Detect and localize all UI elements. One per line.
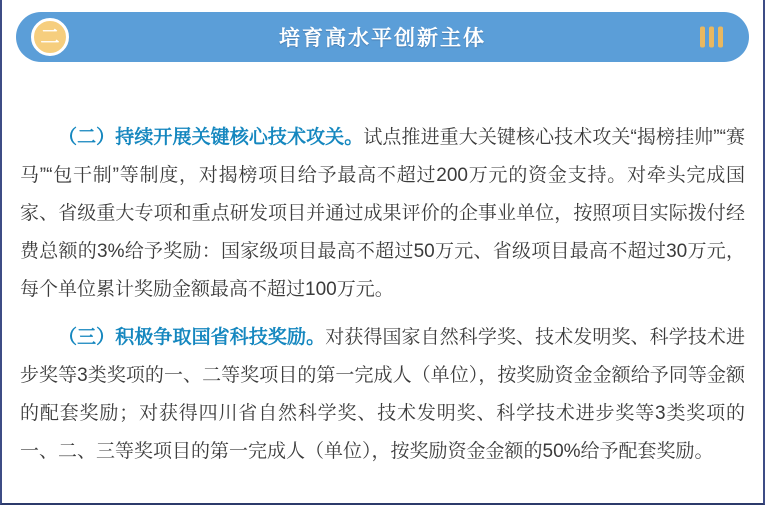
article-body <box>2 62 763 471</box>
section-number-badge <box>31 18 69 56</box>
paragraph <box>20 319 745 471</box>
paragraph-lead: （二）持续开展关键核心技术攻关。 <box>58 127 364 148</box>
section-title: 培育高水平创新主体 <box>279 27 486 50</box>
paragraph-text: 试点推进重大关键核心技术攻关“揭榜挂帅”“赛马”“包干制”等制度，对揭榜项目给予最高不超过200万元的资金支持。对牵头完成国家、省级重大专项和重点研发项目并通过成果评价的企事业单位，按照项目实际拨付经费总额的3%给予奖励：国家级项目最高不超过50万元、省级项目最高不超过30万元，每个单位累计奖励金额最高不超过100万元。 <box>20 127 745 300</box>
paragraph-text: 对获得国家自然科学奖、技术发明奖、科学技术进步奖等3类奖项的一、二等奖项目的第一完成人（单位），按奖励资金金额给予同等金额的配套奖励；对获得四川省自然科学奖、技术发明奖、科学技术进步奖等3类奖项的一、二、三等奖项目的第一完成人（单位），按奖励资金金额的50%给予配套奖励。 <box>20 327 745 462</box>
triple-vertical-bars-icon <box>700 27 723 48</box>
paragraph <box>20 119 745 309</box>
circled-number-two-icon: 二 <box>40 26 60 48</box>
paragraph-lead: （三）积极争取国省科技奖励。 <box>58 327 326 348</box>
section-banner <box>16 12 749 62</box>
